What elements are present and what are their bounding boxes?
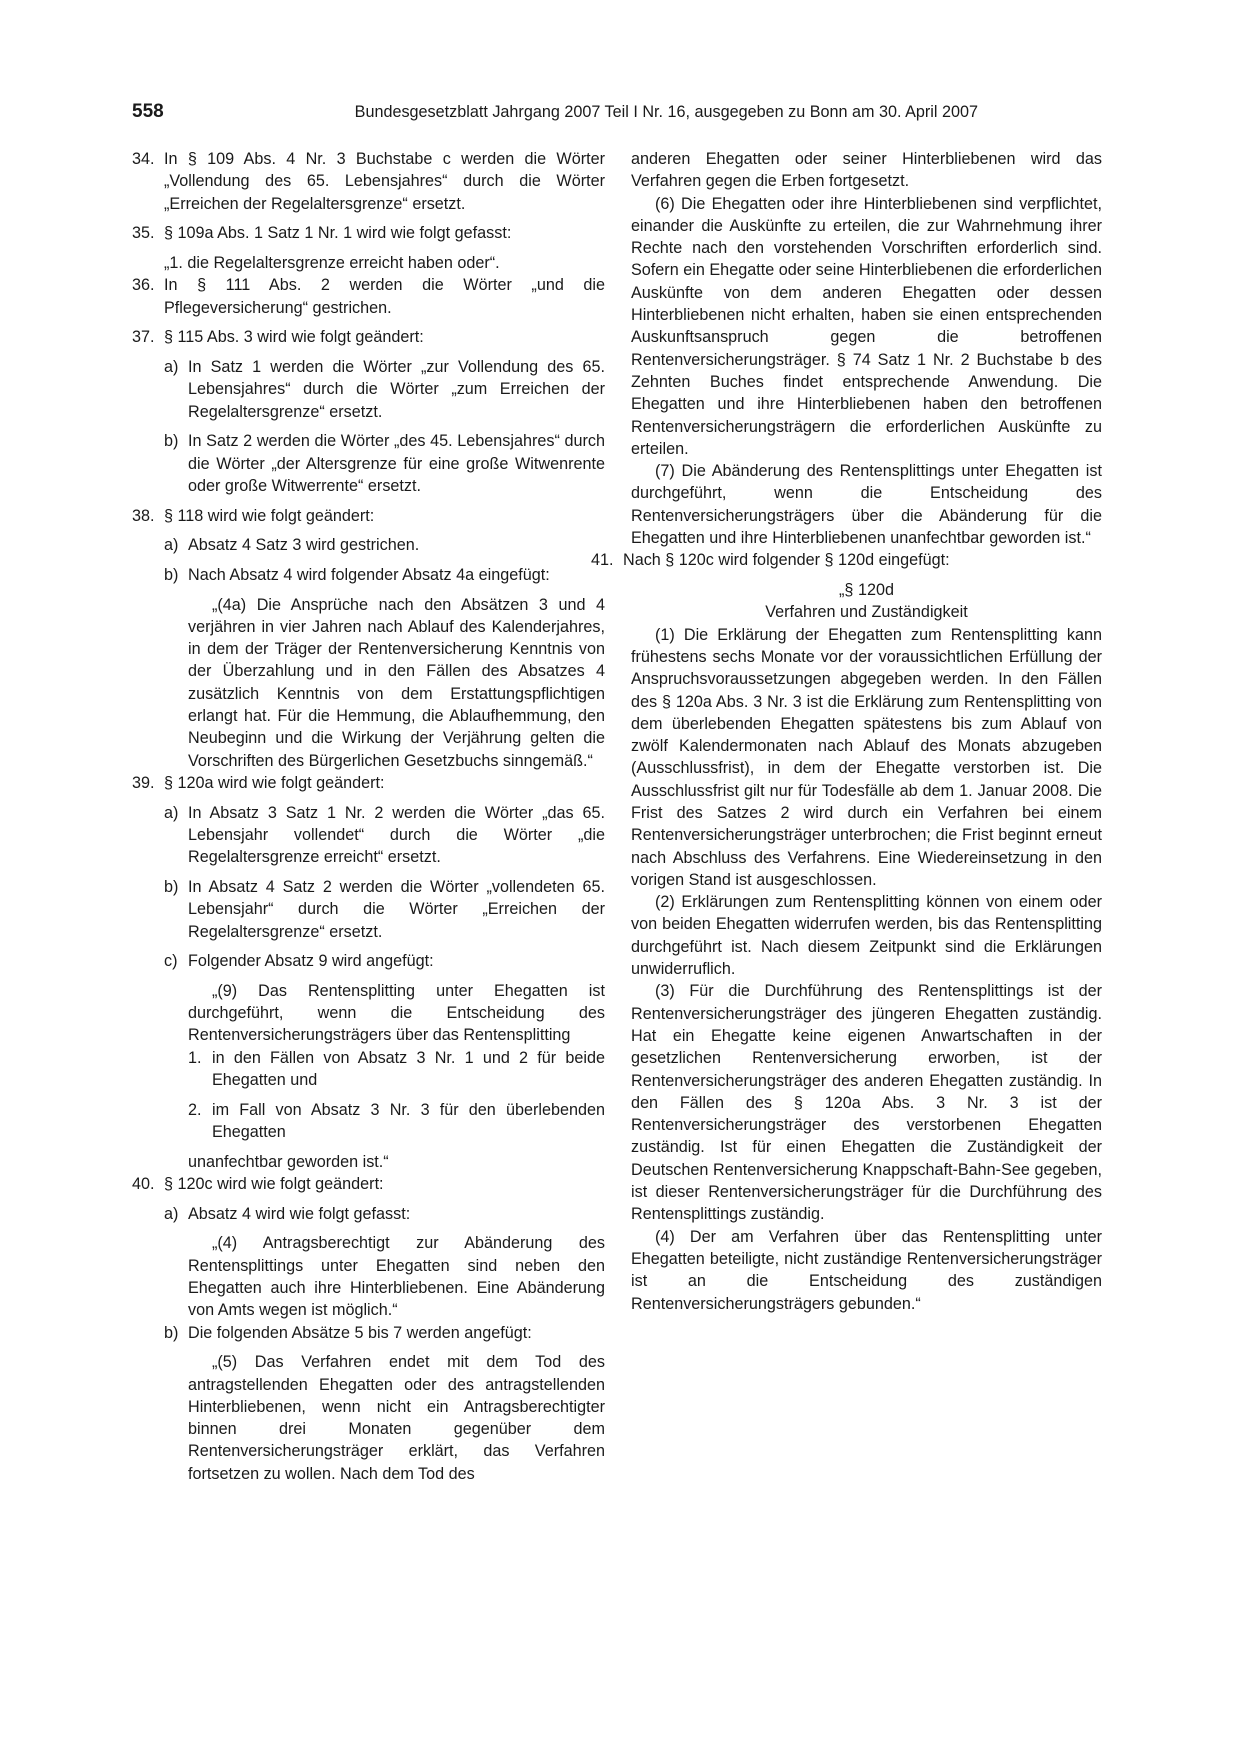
item-38a [132, 534, 605, 556]
item-39 [132, 772, 605, 794]
item-text: § 120a wird wie folgt geändert: [164, 773, 385, 792]
item-letter: a) [164, 357, 179, 376]
item-text: In Absatz 4 Satz 2 werden die Wörter „vollendeten 65. Lebensjahr“ durch die Wörter „Erreichen der Regelaltersgrenze“ ersetzt. [188, 877, 605, 941]
item-38 [132, 505, 605, 527]
item-letter: b) [164, 877, 179, 896]
item-37a [132, 356, 605, 423]
continuation-text: anderen Ehegatten oder seiner Hinterbliebenen wird das Verfahren gegen die Erben fortgesetzt. [631, 150, 1102, 191]
item-text: Nach Absatz 4 wird folgender Absatz 4a eingefügt: [188, 565, 550, 584]
paragraph-6: (6) Die Ehegatten oder ihre Hinterbliebenen sind verpflichtet, einander die Auskünfte zu erteilen, die zur Wahrnehmung ihrer Rechte nach den vorstehenden Vorschriften erforderlich sind. Sofern ein Ehegatte oder seine Hinterbliebenen die erforderlichen Auskünfte von dem anderen Ehegatten oder dessen Hinterbliebenen nicht erhalten, haben sie einen entsprechenden Auskunftsanspruch gegen die betroffenen Rentenversicherungsträger. § 74 Satz 1 Nr. 2 Buchstabe b des Zehnten Buches findet entsprechende Anwendung. Die Ehegatten und ihre Hinterbliebenen haben den betroffenen Rentenversicherungsträgern die erforderlichen Auskünfte zu erteilen. [631, 194, 1102, 458]
item-41 [591, 549, 1102, 571]
item-letter: c) [164, 952, 178, 971]
item-39b [132, 876, 605, 943]
item-39-sub1 [132, 1047, 605, 1092]
item-39-sub2 [132, 1099, 605, 1144]
item-40 [132, 1173, 605, 1195]
item-text: im Fall von Absatz 3 Nr. 3 für den überlebenden Ehegatten [212, 1100, 605, 1142]
item-number: 37. [132, 328, 155, 347]
section-heading: Verfahren und Zuständigkeit [765, 603, 968, 622]
page-number: 558 [132, 101, 164, 122]
paragraph-7: (7) Die Abänderung des Rentensplittings unter Ehegatten ist durchgeführt, wenn die Entscheidung des Rentenversicherungsträgers über die Abänderung für die Ehegatten und ihre Hinterbliebenen unanfechtbar geworden ist.“ [631, 462, 1102, 548]
item-text: Die folgenden Absätze 5 bis 7 werden angefügt: [188, 1323, 532, 1342]
item-number: 36. [132, 276, 155, 295]
item-letter: b) [164, 432, 179, 451]
section-paragraph-3: (3) Für die Durchführung des Rentensplittings ist der Rentenversicherungsträger des jüngeren Ehegatten zuständig. Hat ein Ehegatte keine eigenen Anwartschaften in der gesetzlichen Rentenversicherung erworben, ist der Rentenversicherungsträger des anderen Ehegatten zuständig. In den Fällen des § 120a Abs. 3 Nr. 3 ist der Rentenversicherungsträger des verstorbenen Ehegatten zuständig. Ist für einen Ehegatten die Zuständigkeit der Deutschen Rentenversicherung Knappschaft-Bahn-See gegeben, ist dieser Rentenversicherungsträger für die Durchführung des Rentensplittings zuständig. [631, 982, 1102, 1224]
item-39a [132, 802, 605, 869]
item-text: § 118 wird wie folgt geändert: [164, 506, 375, 525]
section-paragraph-1: (1) Die Erklärung der Ehegatten zum Rentensplitting kann frühestens sechs Monate vor der voraussichtlichen Erfüllung der Anspruchsvoraussetzungen abgegeben werden. In den Fällen des § 120a Abs. 3 Nr. 3 ist die Erklärung zum Rentensplitting von dem überlebenden Ehegatten spätestens bis zum Ablauf von zwölf Kalendermonaten nach Ablauf des Monats abzugeben (Ausschlussfrist), in dem der Ehegatte verstorben ist. Die Ausschlussfrist gilt nur für Todesfälle ab dem 1. Januar 2008. Die Frist des Satzes 2 wird durch ein Verfahren bei einem Rentenversicherungsträger unterbrochen; die Frist beginnt erneut nach Abschluss des Verfahrens. Eine Wiedereinsetzung in den vorigen Stand ist ausgeschlossen. [631, 625, 1102, 889]
item-number: 34. [132, 150, 155, 168]
item-text: Folgender Absatz 9 wird angefügt: [188, 952, 434, 971]
left-column [132, 148, 605, 1485]
item-number: 1. [188, 1048, 202, 1067]
item-text: Absatz 4 Satz 3 wird gestrichen. [188, 536, 420, 555]
item-34 [132, 148, 605, 215]
item-number: 40. [132, 1175, 155, 1194]
item-letter: a) [164, 803, 179, 822]
item-number: 41. [591, 551, 614, 570]
item-37b [132, 430, 605, 497]
item-35 [132, 222, 605, 244]
item-39c [132, 950, 605, 972]
item-text: In Satz 1 werden die Wörter „zur Vollendung des 65. Lebensjahres“ durch die Wörter „zum Erreichen der Regelaltersgrenze“ ersetzt. [188, 357, 605, 421]
item-text: Nach § 120c wird folgender § 120d eingefügt: [623, 551, 950, 570]
page-header [132, 101, 978, 125]
item-text: § 109a Abs. 1 Satz 1 Nr. 1 wird wie folgt gefasst: [164, 224, 512, 243]
item-letter: b) [164, 1323, 179, 1342]
item-37 [132, 326, 605, 348]
quote-39-tail: unanfechtbar geworden ist.“ [188, 1152, 389, 1171]
item-number: 38. [132, 506, 155, 525]
quote-40a: „(4) Antragsberechtigt zur Abänderung des Rentensplittings unter Ehegatten sind neben den Ehegatten auch ihre Hinterbliebenen. Eine Abänderung von Amts wegen ist möglich.“ [188, 1234, 605, 1320]
item-text: § 115 Abs. 3 wird wie folgt geändert: [164, 328, 424, 347]
item-text: In Satz 2 werden die Wörter „des 45. Lebensjahres“ durch die Wörter „der Altersgrenze für eine große Witwenrente oder große Witwerrente“ ersetzt. [188, 432, 605, 495]
item-38b [132, 564, 605, 586]
item-40b [132, 1322, 605, 1344]
item-40a [132, 1203, 605, 1225]
item-letter: a) [164, 1204, 179, 1223]
item-letter: b) [164, 565, 179, 584]
right-column [591, 148, 1102, 1315]
item-text: Absatz 4 wird wie folgt gefasst: [188, 1204, 411, 1223]
item-text: In § 111 Abs. 2 werden die Wörter „und die Pflegeversicherung“ gestrichen. [164, 276, 605, 317]
item-text: In Absatz 3 Satz 1 Nr. 2 werden die Wörter „das 65. Lebensjahr vollendet“ durch die Wörter „die Regelaltersgrenze erreicht“ ersetzt. [188, 803, 605, 867]
section-title: „§ 120d [839, 581, 894, 600]
quote-40b: „(5) Das Verfahren endet mit dem Tod des antragstellenden Ehegatten oder des antragstellenden Hinterbliebenen, wenn nicht ein Antragsberechtigter binnen drei Monaten gegenüber dem Rentenversicherungsträger erklärt, das Verfahren fortsetzen zu wollen. Nach dem Tod des [188, 1353, 605, 1483]
running-title: Bundesgesetzblatt Jahrgang 2007 Teil I Nr. 16, ausgegeben zu Bonn am 30. April 2007 [354, 103, 978, 121]
quote-39: „(9) Das Rentensplitting unter Ehegatten ist durchgeführt, wenn die Entscheidung des Rentenversicherungsträgers über das Rentensplitting [188, 981, 605, 1045]
item-text: In § 109 Abs. 4 Nr. 3 Buchstabe c werden die Wörter „Vollendung des 65. Lebensjahres“ durch die Wörter „Erreichen der Regelaltersgrenze“ ersetzt. [164, 150, 605, 213]
item-36 [132, 274, 605, 319]
item-number: 35. [132, 224, 155, 243]
quote-35: „1. die Regelaltersgrenze erreicht haben oder“. [164, 253, 500, 272]
item-text: § 120c wird wie folgt geändert: [164, 1175, 384, 1194]
item-number: 2. [188, 1100, 202, 1119]
quote-38: „(4a) Die Ansprüche nach den Absätzen 3 und 4 verjähren in vier Jahren nach Ablauf des Kalenderjahres, in dem der Träger der Rentenversicherung Kenntnis von der Überzahlung und in den Fällen des Absatzes 4 zusätzlich Kenntnis von dem Erstattungspflichtigen erlangt hat. Für die Hemmung, die Ablaufhemmung, den Neubeginn und die Wirkung der Verjährung gelten die Vorschriften des Bürgerlichen Gesetzbuchs sinngemäß.“ [188, 595, 605, 770]
section-paragraph-2: (2) Erklärungen zum Rentensplitting können von einem oder von beiden Ehegatten widerrufen werden, bis das Rentensplitting durchgeführt ist. Nach diesem Zeitpunkt sind die Erklärungen unwiderruflich. [631, 893, 1102, 979]
item-text: in den Fällen von Absatz 3 Nr. 1 und 2 für beide Ehegatten und [212, 1048, 605, 1090]
item-letter: a) [164, 536, 179, 555]
section-paragraph-4: (4) Der am Verfahren über das Rentensplitting unter Ehegatten beteiligte, nicht zuständige Rentenversicherungsträger ist an die Entscheidung des zuständigen Rentenversicherungsträgers gebunden.“ [631, 1227, 1102, 1313]
item-number: 39. [132, 773, 155, 792]
